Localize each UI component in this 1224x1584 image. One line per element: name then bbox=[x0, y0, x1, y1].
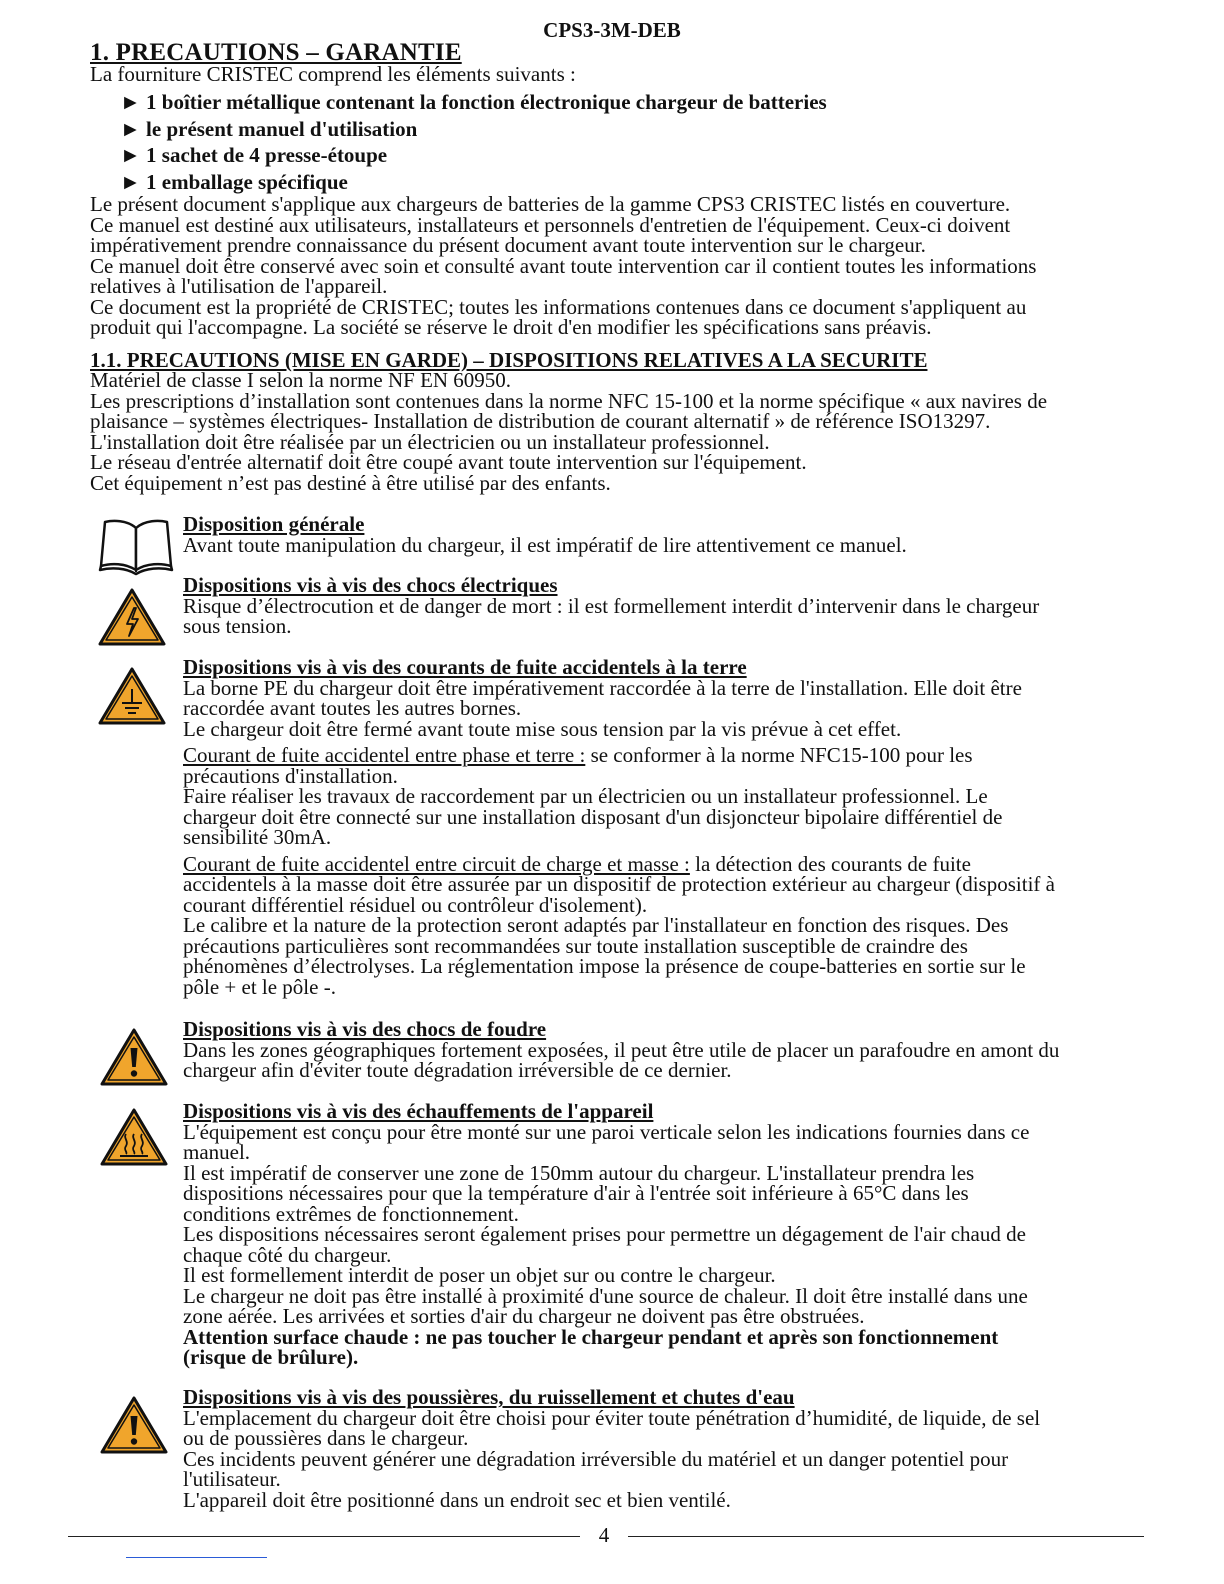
intro-paragraph bbox=[90, 194, 1130, 338]
page-number: 4 bbox=[598, 1523, 610, 1547]
charge-mass-text: la détection des courants de fuite bbox=[689, 851, 971, 876]
supply-list bbox=[120, 92, 1020, 198]
list-item: ► 1 boîtier métallique contenant la fonction électronique chargeur de batteries bbox=[120, 90, 827, 114]
supply-intro: La fourniture CRISTEC comprend les éléments suivants : bbox=[90, 62, 576, 86]
warning-icon bbox=[98, 1394, 170, 1456]
text-line: impérativement prendre connaissance du présent document avant toute intervention sur le chargeur. bbox=[90, 233, 926, 257]
list-item: ► le présent manuel d'utilisation bbox=[120, 116, 418, 141]
text-line: accidentels à la masse doit être assurée par un dispositif de protection extérieur au chargeur (dispositif à bbox=[183, 872, 1055, 896]
text-line: Ce manuel doit être conservé avec soin et consulté avant toute intervention car il contient toutes les informations bbox=[90, 253, 1037, 278]
text-line: Ces incidents peuvent générer une dégradation irréversible du matériel et un danger potentiel pour bbox=[183, 1446, 1009, 1471]
text-line: L'équipement est conçu pour être monté sur une paroi verticale selon les indications fournies dans ce bbox=[183, 1119, 1030, 1144]
text-line: zone aérée. Les arrivées et sorties d'air du chargeur ne doivent pas être obstruées. bbox=[183, 1304, 865, 1328]
link-underline bbox=[126, 1557, 267, 1558]
text-line: raccordée avant toutes les autres bornes. bbox=[183, 696, 522, 720]
document-code: CPS3-3M-DEB bbox=[543, 18, 681, 42]
text-line: Dans les zones géographiques fortement exposées, il peut être utile de placer un parafoudre en amont du bbox=[183, 1037, 1060, 1062]
text-line: Le présent document s'applique aux chargeurs de batteries de la gamme CPS3 CRISTEC listés en couverture. bbox=[90, 192, 1011, 216]
text-line: conditions extrêmes de fonctionnement. bbox=[183, 1201, 519, 1226]
text-line bbox=[183, 745, 1128, 766]
text-line: L'emplacement du chargeur doit être choisi pour éviter toute pénétration d’humidité, de liquide, de sel bbox=[183, 1405, 1041, 1430]
text-line: chargeur doit être connecté sur une installation disposant d'un disjoncteur bipolaire différentiel de bbox=[183, 804, 1003, 829]
text-line: dispositions nécessaires pour que la température d'air à l'entrée soit inférieure à 65°C dans les bbox=[183, 1181, 969, 1205]
text-line: sous tension. bbox=[183, 614, 292, 638]
text-line: Ce manuel est destiné aux utilisateurs, installateurs et personnels d'entretien de l'équipement. Ceux-ci doivent bbox=[90, 212, 1011, 237]
text-line: La borne PE du chargeur doit être impérativement raccordée à la terre de l'installation. Elle doit être bbox=[183, 675, 1022, 700]
text-line: Cet équipement n’est pas destiné à être utilisé par des enfants. bbox=[90, 470, 611, 495]
text-line: Le chargeur doit être fermé avant toute mise sous tension par la vis prévue à cet effet. bbox=[183, 716, 902, 741]
section-lightning bbox=[183, 1019, 1128, 1081]
section-title: 1. PRECAUTIONS – GARANTIE bbox=[90, 39, 462, 66]
section-heading: Disposition générale bbox=[183, 512, 365, 536]
section-heading: Dispositions vis à vis des échauffements de l'appareil bbox=[183, 1099, 654, 1123]
text-line: l'utilisateur. bbox=[183, 1467, 281, 1491]
text-line: Le chargeur ne doit pas être installé à proximité d'une source de chaleur. Il doit être installé dans une bbox=[183, 1283, 1028, 1308]
text-line: Les prescriptions d’installation sont contenues dans la norme NFC 15-100 et la norme spécifique « aux navires de bbox=[90, 388, 1048, 413]
subsection-body bbox=[90, 370, 1130, 493]
text-line: Avant toute manipulation du chargeur, il est impératif de lire attentivement ce manuel. bbox=[183, 532, 907, 557]
warning-icon bbox=[98, 1026, 170, 1088]
text-line: précautions d'installation. bbox=[183, 763, 398, 788]
electric-hazard-icon bbox=[96, 586, 168, 648]
footer-divider bbox=[68, 1536, 580, 1537]
hot-surface-warning: (risque de brûlure). bbox=[183, 1345, 359, 1369]
text-line: Faire réaliser les travaux de raccordement par un électricien ou un installateur professionnel. Le bbox=[183, 784, 988, 808]
section-electric-shock bbox=[183, 575, 1128, 637]
footer-divider bbox=[628, 1536, 1144, 1537]
text-line: L'installation doit être réalisée par un électricien ou un installateur professionnel. bbox=[90, 429, 770, 454]
text-line bbox=[183, 851, 1128, 876]
text-line: Ce document est la propriété de CRISTEC; toutes les informations contenues dans ce document s'appliquent au bbox=[90, 294, 1027, 319]
text-line: Il est formellement interdit de poser un objet sur ou contre le chargeur. bbox=[183, 1263, 776, 1287]
text-line: Les dispositions nécessaires seront également prises pour permettre un dégagement de l'air chaud de bbox=[183, 1222, 1026, 1246]
hot-surface-warning: Attention surface chaude : ne pas toucher le chargeur pendant et après son fonctionnement bbox=[183, 1324, 999, 1349]
phase-earth-label: Courant de fuite accidentel entre phase et terre : bbox=[183, 743, 586, 767]
text-line: phénomènes d’électrolyses. La réglementation impose la présence de coupe-batteries en sortie sur le bbox=[183, 954, 1026, 978]
text-line: chaque côté du chargeur. bbox=[183, 1242, 392, 1267]
text-line: L'appareil doit être positionné dans un endroit sec et bien ventilé. bbox=[183, 1487, 731, 1512]
text-line: courant différentiel résiduel ou contrôleur d'isolement). bbox=[183, 892, 648, 917]
section-general bbox=[183, 514, 1128, 555]
open-book-icon bbox=[97, 516, 175, 576]
text-line: Risque d’électrocution et de danger de mort : il est formellement interdit d’intervenir dans le chargeur bbox=[183, 593, 1040, 618]
text-line: pôle + et le pôle -. bbox=[183, 974, 336, 999]
text-line: manuel. bbox=[183, 1140, 251, 1164]
text-line: Matériel de classe I selon la norme NF EN 60950. bbox=[90, 368, 512, 392]
section-heading: Dispositions vis à vis des courants de fuite accidentels à la terre bbox=[183, 655, 747, 679]
section-heading: Dispositions vis à vis des poussières, du ruissellement et chutes d'eau bbox=[183, 1385, 795, 1409]
ground-hazard-icon bbox=[96, 665, 168, 727]
section-heat bbox=[183, 1101, 1128, 1368]
section-heading: Dispositions vis à vis des chocs électriques bbox=[183, 573, 558, 597]
text-line: ou de poussières dans le chargeur. bbox=[183, 1426, 469, 1450]
text-line: précautions particulières sont recommandées sur toute installation susceptible de craindre des bbox=[183, 933, 968, 958]
list-item: ► 1 sachet de 4 presse-étoupe bbox=[120, 143, 388, 167]
text-line: Le calibre et la nature de la protection seront adaptés par l'installateur en fonction des risques. Des bbox=[183, 913, 1009, 937]
text-line: Le réseau d'entrée alternatif doit être coupé avant toute intervention sur l'équipement. bbox=[90, 450, 807, 474]
text-line: plaisance – systèmes électriques- Installation de distribution de courant alternatif » de référence ISO13297. bbox=[90, 409, 991, 433]
text-line: sensibilité 30mA. bbox=[183, 825, 332, 849]
charge-mass-label: Courant de fuite accidentel entre circuit de charge et masse : bbox=[183, 851, 690, 876]
section-dust-water bbox=[183, 1387, 1128, 1510]
hot-surface-icon bbox=[98, 1106, 170, 1168]
text-line: relatives à l'utilisation de l'appareil. bbox=[90, 274, 388, 298]
section-heading: Dispositions vis à vis des chocs de foudre bbox=[183, 1017, 547, 1041]
list-item: ► 1 emballage spécifique bbox=[120, 169, 348, 194]
text-line: Il est impératif de conserver une zone de 150mm autour du chargeur. L'installateur prendra les bbox=[183, 1160, 975, 1185]
section-earth-leakage bbox=[183, 657, 1128, 997]
text-line: chargeur afin d'éviter toute dégradation irréversible de ce dernier. bbox=[183, 1058, 732, 1082]
subsection-title: 1.1. PRECAUTIONS (MISE EN GARDE) – DISPOSITIONS RELATIVES A LA SECURITE bbox=[90, 348, 928, 372]
phase-earth-text: se conformer à la norme NFC15-100 pour les bbox=[585, 743, 973, 767]
text-line: produit qui l'accompagne. La société se réserve le droit d'en modifier les spécifications sans préavis. bbox=[90, 315, 932, 339]
